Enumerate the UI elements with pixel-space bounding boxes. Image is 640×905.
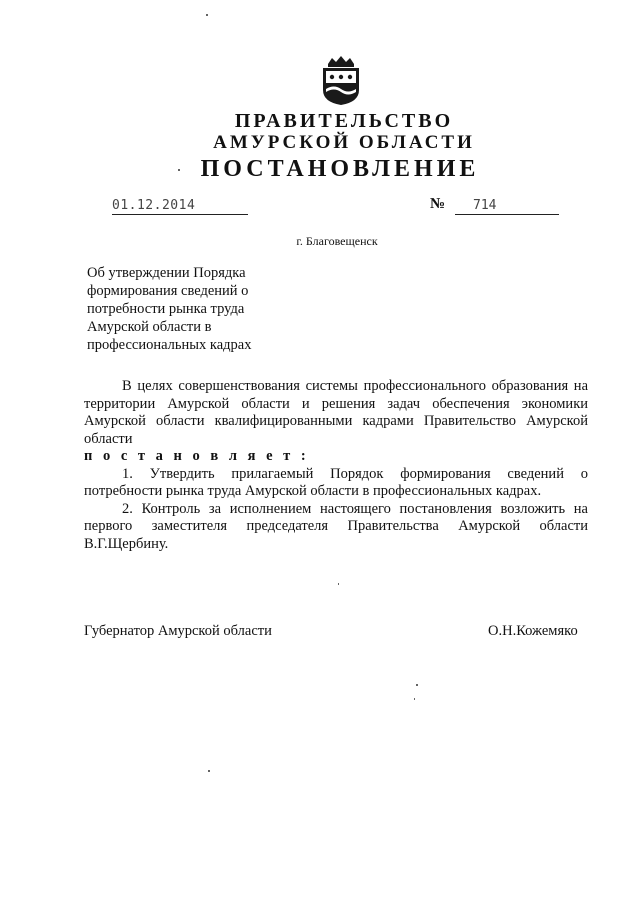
scan-speck [338, 583, 339, 585]
scan-speck [206, 14, 208, 16]
signatory-title: Губернатор Амурской области [84, 623, 272, 639]
document-number: 714 [455, 198, 559, 215]
document-subject: Об утверждении Порядка формирования сведений о потребности рынка труда Амурской области в профессиональных кадрах [87, 265, 252, 353]
number-sign: № [430, 196, 446, 212]
scan-speck [208, 770, 210, 772]
scan-speck [414, 698, 415, 700]
coat-of-arms-icon [318, 56, 364, 106]
organization-name-line2: АМУРСКОЙ ОБЛАСТИ [213, 132, 475, 153]
document-type-title: ПОСТАНОВЛЕНИЕ [200, 156, 480, 182]
organization-name-line1: ПРАВИТЕЛЬСТВО [234, 110, 454, 132]
document-date: 01.12.2014 [112, 198, 248, 215]
signatory-name: О.Н.Кожемяко [488, 623, 578, 639]
item-2-paragraph: 2. Контроль за исполнением настоящего постановления возложить на первого заместителя председателя Правительства Амурской области В.Г.Щербину. [84, 500, 588, 552]
scan-speck [178, 169, 180, 171]
document-body [84, 378, 588, 553]
preamble-paragraph: В целях совершенствования системы профессионального образования на территории Амурской области и решения задач обеспечения экономики Амурской области квалифицированными кадрами Правительство Амурской области [84, 378, 588, 447]
item-1-paragraph: 1. Утвердить прилагаемый Порядок формирования сведений о потребности рынка труда Амурской области в профессиональных кадрах. [84, 465, 588, 499]
scan-speck [416, 684, 418, 686]
city-label: г. Благовещенск [296, 234, 378, 248]
decree-word: п о с т а н о в л я е т : [84, 448, 310, 464]
